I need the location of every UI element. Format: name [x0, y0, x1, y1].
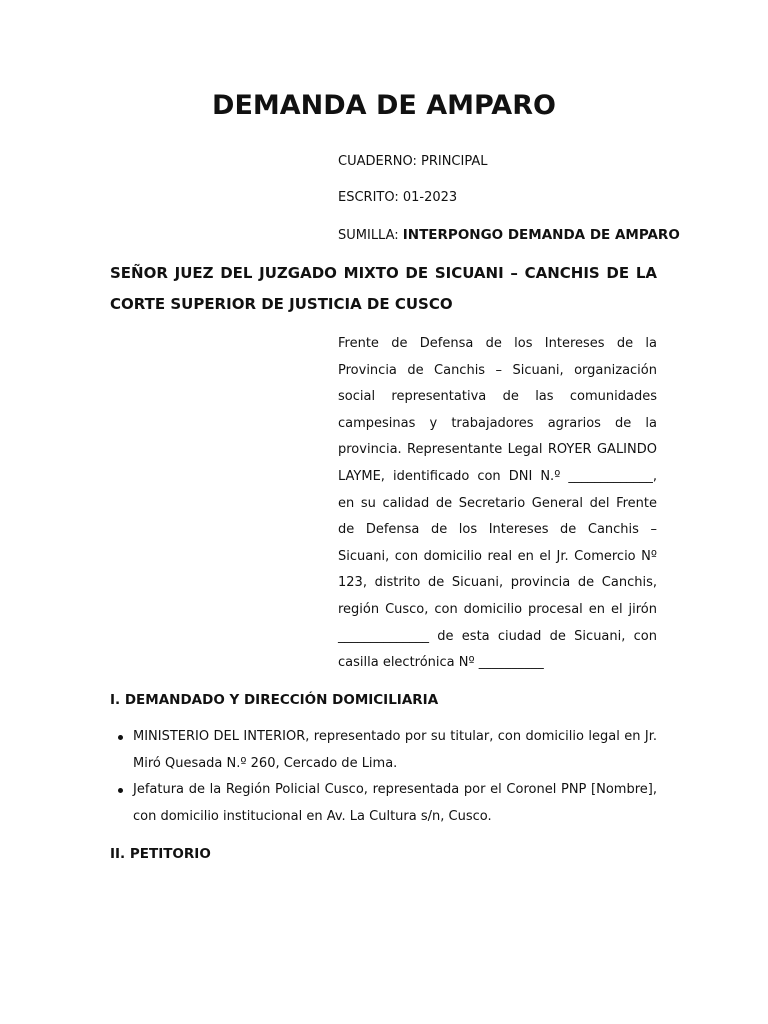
court-addressee: SEÑOR JUEZ DEL JUZGADO MIXTO DE SICUANI – CANCHIS DE LA CORTE SUPERIOR DE JUSTICIA DE CUSCO — [110, 264, 657, 313]
defendant-text: MINISTERIO DEL INTERIOR, representado por su titular, con domicilio legal en Jr. Miró Quesada N.º 260, Cercado de Lima. — [133, 729, 657, 771]
document-title: DEMANDA DE AMPARO — [212, 90, 556, 121]
defendant-text: Jefatura de la Región Policial Cusco, representada por el Coronel PNP [Nombre], con domicilio institucional en Av. La Cultura s/n, Cusco. — [133, 782, 657, 824]
list-item — [110, 777, 657, 830]
escrito-line: ESCRITO: 01-2023 — [338, 190, 458, 205]
section-heading-petitorio: II. PETITORIO — [110, 846, 211, 862]
bullet-icon — [118, 788, 123, 793]
plaintiff-paragraph: Frente de Defensa de los Intereses de la Provincia de Canchis – Sicuani, organización social representativa de las comunidades campesinas y trabajadores agrarios de la provincia. Representante Legal ROYER GALINDO LAYME, identificado con DNI N.º _____________, en su calidad de Secretario General del Frente de Defensa de los Intereses de Canchis – Sicuani, con domicilio real en el Jr. Comercio Nº 123, distrito de Sicuani, provincia de Canchis, región Cusco, con domicilio procesal en el jirón ______________ de esta ciudad de Sicuani, con casilla electrónica Nº __________ — [338, 336, 657, 671]
cuaderno-line: CUADERNO: PRINCIPAL — [338, 154, 488, 169]
sumilla-label: SUMILLA: — [338, 228, 403, 243]
sumilla-line — [338, 225, 680, 246]
list-item — [110, 724, 657, 777]
sumilla-value: INTERPONGO DEMANDA DE AMPARO — [402, 227, 680, 243]
bullet-icon — [118, 735, 123, 740]
section-heading-defendants: I. DEMANDADO Y DIRECCIÓN DOMICILIARIA — [110, 692, 439, 708]
defendants-list — [110, 724, 657, 830]
